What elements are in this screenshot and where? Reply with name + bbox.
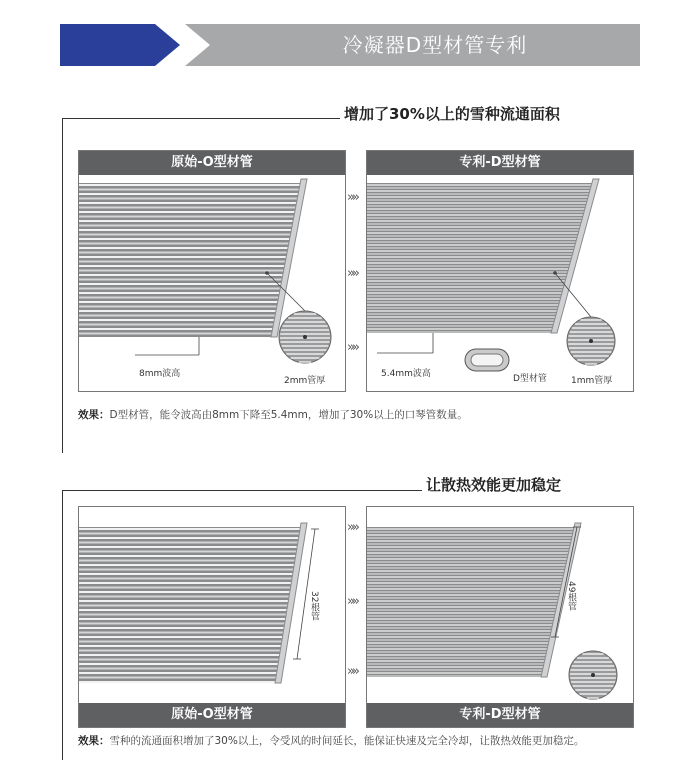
s1-arrow-3: »» xyxy=(347,340,357,355)
zoom-circle xyxy=(567,317,615,365)
s2-right-condenser-illustration xyxy=(367,507,633,727)
s1-left-thickness-label: 2mm管厚 xyxy=(284,376,326,386)
s2-effect xyxy=(78,734,638,749)
condenser-core xyxy=(367,179,599,353)
s1-right-panel xyxy=(366,150,634,392)
s1-arrow-2: »» xyxy=(347,266,357,281)
banner-title: 冷凝器D型材管专利 xyxy=(342,33,528,57)
s2-left-panel xyxy=(78,506,346,728)
s2-right-panel-title: 专利-D型材管 xyxy=(367,703,633,727)
section1-bracket-horizontal xyxy=(62,118,340,119)
s1-left-condenser-illustration xyxy=(79,151,345,391)
s2-effect-text: 雪种的流通面积增加了30%以上，令受风的时间延长，能保证快速及完全冷却，让散热效能更加稳定。 xyxy=(109,735,585,747)
s2-right-count-label: 49根管 xyxy=(566,581,576,611)
s2-left-panel-title: 原始-O型材管 xyxy=(79,703,345,727)
s1-effect xyxy=(78,408,638,423)
s1-effect-text: D型材管，能令波高由8mm下降至5.4mm，增加了30%以上的口琴管数量。 xyxy=(109,409,468,421)
s2-arrow-3: »» xyxy=(347,664,357,679)
section1-title: 增加了30%以上的雪种流通面积 xyxy=(344,105,560,123)
s2-effect-prefix: 效果： xyxy=(78,735,110,747)
section2-bracket-horizontal xyxy=(62,490,422,491)
s2-right-panel xyxy=(366,506,634,728)
d-tube-icon xyxy=(465,349,509,371)
s1-left-wave-label: 8mm波高 xyxy=(139,369,181,379)
s1-left-panel-title: 原始-O型材管 xyxy=(79,151,345,175)
condenser-core xyxy=(367,523,593,677)
s1-right-condenser-illustration xyxy=(367,151,633,391)
s1-left-panel xyxy=(78,150,346,392)
s1-right-tube-label: D型材管 xyxy=(513,374,547,384)
condenser-core xyxy=(79,179,307,355)
s2-arrow-1: »» xyxy=(347,520,357,535)
s1-right-wave-label: 5.4mm波高 xyxy=(381,369,431,379)
section2-title: 让散热效能更加稳定 xyxy=(426,476,562,494)
section1-bracket-vertical xyxy=(62,118,63,453)
title-banner xyxy=(60,24,640,66)
s2-arrow-2: »» xyxy=(347,594,357,609)
s1-arrow-1: »» xyxy=(347,190,357,205)
s1-right-thickness-label: 1mm管厚 xyxy=(571,376,613,386)
s1-right-panel-title: 专利-D型材管 xyxy=(367,151,633,175)
zoom-circle xyxy=(279,311,331,363)
section2-bracket-vertical xyxy=(62,490,63,760)
s1-effect-prefix: 效果： xyxy=(78,409,110,421)
condenser-core xyxy=(79,523,319,683)
s2-left-condenser-illustration xyxy=(79,507,345,727)
s2-left-count-label: 32根管 xyxy=(309,591,319,621)
zoom-circle xyxy=(569,651,617,699)
